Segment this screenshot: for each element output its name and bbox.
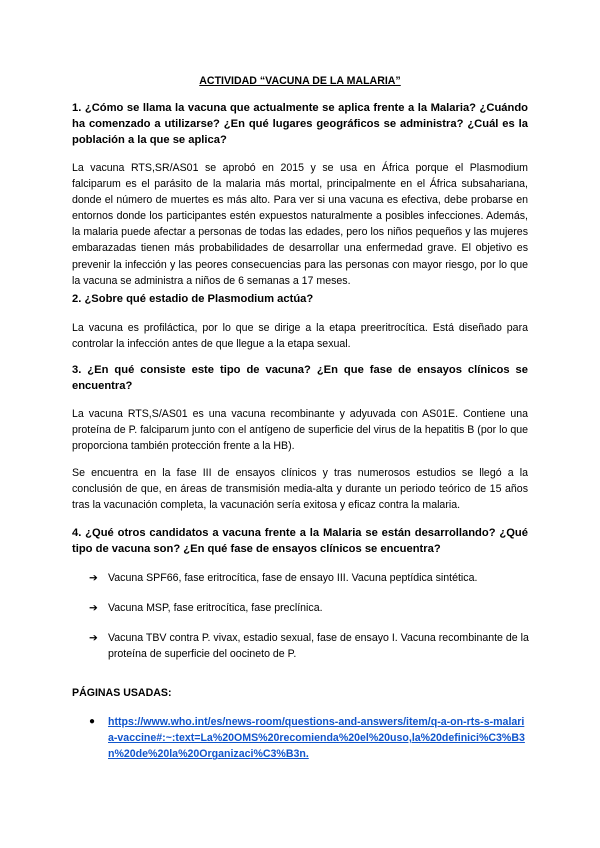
document-title: ACTIVIDAD “VACUNA DE LA MALARIA”: [199, 75, 401, 87]
pages-used-heading: PÁGINAS USADAS:: [72, 687, 172, 699]
answer-3-paragraph-1: La vacuna RTS,S/AS01 es una vacuna recombinante y adyuvada con AS01E. Contiene una proteína de P. falciparum junto con el antígeno de superficie del virus de la hepatitis B (por lo que proporciona también protección frente a la HB).: [72, 408, 528, 453]
answer-2: La vacuna es profiláctica, por lo que se dirige a la etapa preeritrocítica. Está diseñado para controlar la infección antes de que llegue a la etapa sexual.: [72, 322, 528, 351]
arrow-icon: ➔: [89, 602, 98, 615]
bullet-icon: ●: [89, 716, 96, 727]
sources-list: [89, 714, 529, 762]
answer-3-paragraph-2: Se encuentra en la fase III de ensayos clínicos y tras numerosos estudios se llegó a la conclusión de que, en áreas de transmisión media-alta y durante un periodo teórico de 15 años tras la vacunación completa, la vacunación sería exitosa y eficaz contra la malaria.: [72, 467, 528, 512]
question-4: 4. ¿Qué otros candidatos a vacuna frente a la Malaria se están desarrollando? ¿Qué tipo de vacuna son? ¿En qué fase de ensayos clínicos se encuentra?: [72, 527, 528, 556]
arrow-icon: ➔: [89, 632, 98, 645]
source-link[interactable]: https://www.who.int/es/news-room/questions-and-answers/item/q-a-on-rts-s-malaria-vaccine#:~:text=La%20OMS%20recomienda%20el%20uso,la%20definici%C3%B3n%20de%20la%20Organizaci%C3%B3n.: [108, 716, 525, 761]
list-item: [89, 570, 529, 586]
candidate-list: [89, 570, 529, 676]
list-item-text: Vacuna MSP, fase eritrocítica, fase preclínica.: [108, 602, 323, 615]
arrow-icon: ➔: [89, 572, 98, 584]
list-item-text: Vacuna TBV contra P. vivax, estadio sexual, fase de ensayo I. Vacuna recombinante de la proteína de superficie del oocineto de P.: [108, 632, 529, 661]
list-item: [89, 600, 529, 616]
question-3: 3. ¿En qué consiste este tipo de vacuna? ¿En que fase de ensayos clínicos se encuentra?: [72, 364, 528, 393]
answer-1: La vacuna RTS,SR/AS01 se aprobó en 2015 y se usa en África porque el Plasmodium falciparum es el parásito de la malaria más mortal, principalmente en el África subsahariana, donde el número de muertes es más alto. Para ver si una vacuna es efectiva, debe probarse en entornos donde los participantes estén expuestos naturalmente a posibles infecciones. Además, la malaria puede afectar a personas de todas las edades, pero los niños pequeños y las mujeres embarazadas tienen más probabilidades de desarrollar una enfermedad grave. El objetivo es prevenir la infección y las peores consecuencias para las personas con mayor riesgo, por lo que la vacuna se administra a niños de 6 semanas a 17 meses.: [72, 162, 528, 287]
question-2: 2. ¿Sobre qué estadio de Plasmodium actúa?: [72, 293, 314, 305]
list-item: [89, 630, 529, 662]
list-item-text: Vacuna SPF66, fase eritrocítica, fase de ensayo III. Vacuna peptídica sintética.: [108, 572, 478, 584]
question-1: 1. ¿Cómo se llama la vacuna que actualmente se aplica frente a la Malaria? ¿Cuándo ha comenzado a utilizarse? ¿En qué lugares geográficos se administra? ¿Cuál es la población a la que se aplica?: [72, 102, 528, 147]
